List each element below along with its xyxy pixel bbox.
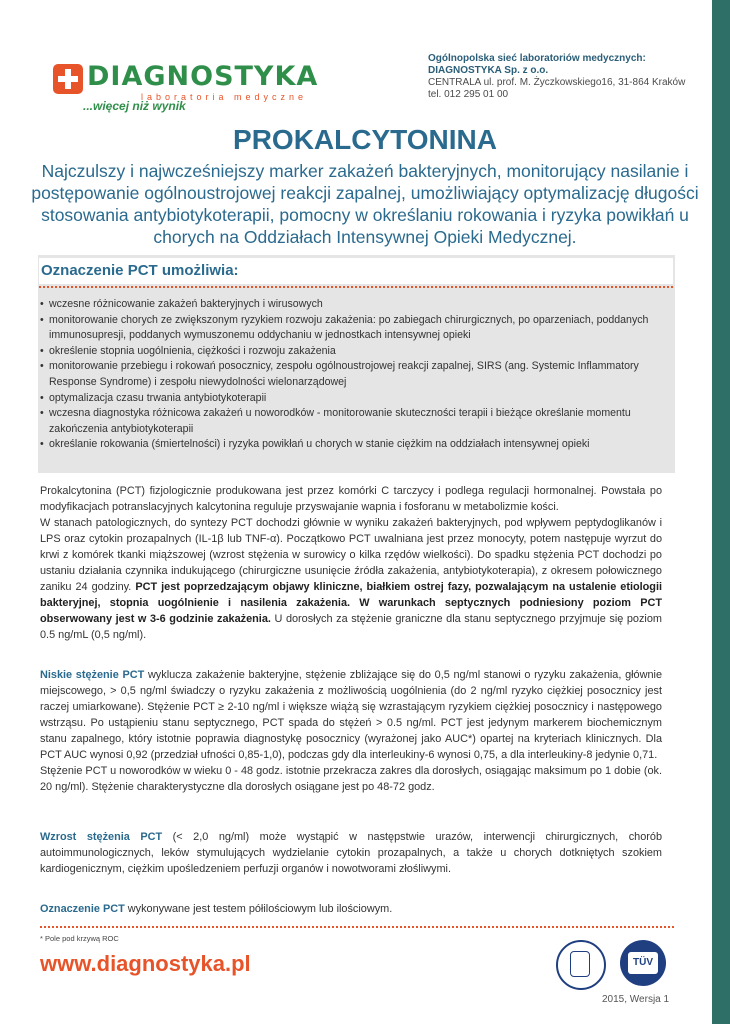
website-link[interactable]: www.diagnostyka.pl xyxy=(40,951,251,976)
method-text: wykonywane jest testem półilościowym lub ilościowym. xyxy=(127,903,393,915)
method-label: Oznaczenie PCT xyxy=(40,903,125,915)
logo xyxy=(53,60,348,112)
paragraph-increase-pct xyxy=(40,829,662,877)
intro-text-bold: PCT jest poprzedzającym objawy kliniczne, białkiem ostrej fazy, pozwalającym na ustalenie etiologii bakteryjnej, stopnia uogólnienie i nasilenia zakażenia. W warunkach septycznych podniesiony poziom PCT obserwowany jest w 3-6 godzinie zakażenia. xyxy=(40,581,663,625)
list-item: • monitorowanie przebiegu i rokowań posocznicy, zespołu ogólnoustrojowej reakcji zapalnej, SIRS (ang. Systemic Inflammatory Response Syndrome) i zespołu niewydolności wielonarządowej xyxy=(39,359,675,390)
version-label: 2015, Wersja 1 xyxy=(602,994,670,1005)
paragraph-intro xyxy=(40,483,662,643)
list-item: • określenie stopnia uogólnienia, ciężkości i rozwoju zakażenia xyxy=(39,344,675,360)
logo-subtitle: laboratoria medyczne xyxy=(141,92,308,102)
company-network: Ogólnopolska sieć laboratoriów medycznych: xyxy=(428,53,646,64)
newborn-text: Stężenie PCT u noworodków w wieku 0 - 48 godz. istotnie przekracza zakres dla dorosłych, osiągając maksimum po 1 dobie (ok. 20 ng/ml). Stężenie charakterystyczne dla dorosłych osiągane jest po 48-72 godz. xyxy=(40,765,662,793)
tuv-label: TÜV xyxy=(628,952,658,974)
intro-text-b: W stanach patologicznych, do syntezy PCT dochodzi głównie w wyniku zakażeń bakteryjnych, pod wpływem peptydoglikanów i LPS oraz cytokin prozapalnych (IL-1β lub TNF-α). Początkowo PCT uwalniana jest przez monocyty, potem następuje wyrzut do krwi z komórek tkanki miąższowej (wzrost stężenia w surowicy o kilka rzędów wielkości). Do spadku stężenia PCT dochodzi po ustaniu działania czynnika indukującego (chirurgiczne usunięcie źródła zakażenia, antybiotykoterapia), z okresem połowicznego zaniku 24 godziny. xyxy=(40,517,662,593)
paragraph-low-pct xyxy=(40,667,662,795)
low-pct-label: Niskie stężenie PCT xyxy=(40,669,145,681)
certification-seal-icon xyxy=(556,940,606,990)
logo-tagline: ...więcej niż wynik xyxy=(83,99,186,113)
tuv-certification-icon xyxy=(620,940,666,986)
dotted-divider-bottom xyxy=(40,926,674,928)
logo-wordmark: DIAGNOSTYKA xyxy=(87,61,319,92)
indications-heading-text: Oznaczenie PCT umożliwia: xyxy=(41,262,239,279)
intro-text-a: Prokalcytonina (PCT) fizjologicznie produkowana jest przez komórki C tarczycy i podlega regulacji hormonalnej. Powstała po modyfikacjach potranslacyjnych kalcytonina reguluje przyswajanie wapnia i fosforanu w metabolizmie kości. xyxy=(40,485,662,513)
list-item: • wczesne różnicowanie zakażeń bakteryjnych i wirusowych xyxy=(39,297,675,313)
increase-pct-text: (< 2,0 ng/ml) może wystąpić w następstwie urazów, interwencji chirurgicznych, chorób autoimmunologicznych, leków stymulujących wydzielanie cytokin prozapalnych, a także u chorych dotkniętych szokiem kardiogenicznym, ciężkim upośledzeniem perfuzji organów i nowotworami złośliwymi. xyxy=(40,831,662,875)
list-item: • optymalizacja czasu trwania antybiotykoterapii xyxy=(39,391,675,407)
increase-pct-label: Wzrost stężenia PCT xyxy=(40,831,163,843)
indications-heading xyxy=(39,258,673,284)
list-item: • wczesna diagnostyka różnicowa zakażeń u noworodków - monitorowanie skuteczności terapii i bieżące określanie momentu zakończenia antybiotykoterapii xyxy=(39,406,675,437)
company-phone: tel. 012 295 01 00 xyxy=(428,89,509,100)
intro-text-d: U dorosłych za stężenie graniczne dla stanu septycznego przyjmuje się poziom 0.5 ng/mL (0,5 ng/ml). xyxy=(40,613,662,641)
list-item: • monitorowanie chorych ze zwiększonym ryzykiem rozwoju zakażenia: po zabiegach chirurgicznych, po oparzeniach, poddanych immunosupresji, poddanych wymuszonemu oddychaniu w jednostkach intensywnej opieki xyxy=(39,313,675,344)
company-address: CENTRALA ul. prof. M. Życzkowskiego16, 31-864 Kraków xyxy=(428,77,686,88)
paragraph-method xyxy=(40,901,662,917)
medical-cross-icon xyxy=(53,64,83,94)
dotted-divider xyxy=(39,286,673,290)
indications-list xyxy=(39,297,675,453)
page-subtitle: Najczulszy i najwcześniejszy marker zakażeń bakteryjnych, monitorujący nasilanie i postępowanie ogólnoustrojowej reakcji zapalnej, umożliwiający optymalizację długości stosowania antybiotykoterapii, pomocny w określaniu rokowania i ryzyka powikłań u chorych na Oddziałach Intensywnej Opieki Medycznej. xyxy=(31,161,699,247)
company-name: DIAGNOSTYKA Sp. z o.o. xyxy=(428,65,549,76)
footnote: * Pole pod krzywą ROC xyxy=(40,934,119,943)
low-pct-text: wyklucza zakażenie bakteryjne, stężenie zbliżające się do 0,5 ng/ml stanowi o ryzyku zakażenia, głównie miejscowego, > 0,5 ng/ml świadczy o ryzyku zakażenia z możliwością uogólnienia (do 2 ng/ml ryzyko ciężkiej posocznicy jest raczej umiarkowane). Stężenie PCT ≥ 2-10 ng/ml i większe wiążą się wzrastającym ryzykiem ciężkiej posocznicy i następowego wstrząsu. Po ustąpieniu stanu septycznego, PCT spada do stężeń > 0.5 ng/ml. PCT jest jedynym markerem biochemicznym stanu zapalnego, który istotnie poprawia diagnostykę posocznicy (wyrażonej jako AUC*) opartej na kryteriach klinicznych. Dla PCT AUC wynosi 0,92 (przedział ufności 0,85-1,0), podczas gdy dla interleukiny-6 wynosi 0,75, a dla interleukiny-8 jedynie 0,71. xyxy=(40,669,663,761)
page-title: PROKALCYTONINA xyxy=(233,124,497,155)
company-info xyxy=(428,53,685,101)
list-item: • określanie rokowania (śmiertelności) i ryzyka powikłań u chorych w stanie ciężkim na oddziałach intensywnej opieki xyxy=(39,437,675,453)
seal-emblem-icon xyxy=(570,951,590,977)
